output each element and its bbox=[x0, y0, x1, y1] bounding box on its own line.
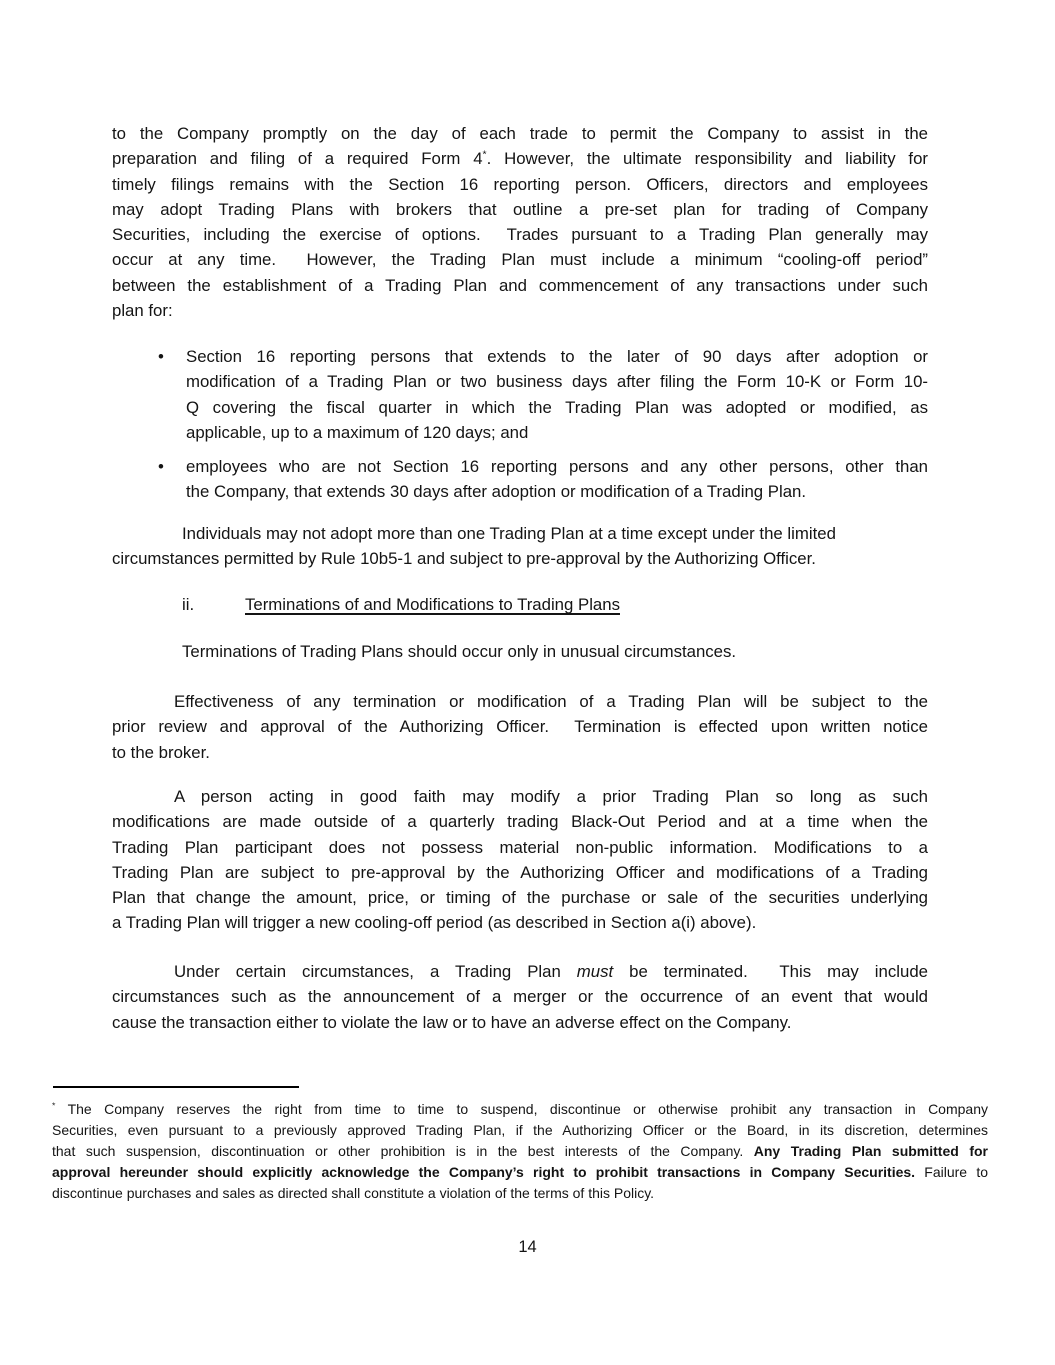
bullet-item bbox=[112, 454, 928, 505]
text-line bbox=[112, 172, 928, 197]
text-segment: The Company reserves the right from time to time to suspend, discontinue or otherwise prohibit any transaction in Company bbox=[55, 1101, 988, 1117]
text-segment: circumstances permitted by Rule 10b5-1 and subject to pre-approval by the Authorizing Officer. bbox=[112, 549, 816, 569]
text-segment: to the broker. bbox=[112, 742, 210, 762]
section-heading bbox=[112, 592, 928, 617]
text-segment: cause the transaction either to violate the law or to have an adverse effect on the Company. bbox=[112, 1012, 792, 1032]
bullet-item bbox=[112, 344, 928, 445]
text-segment: plan for: bbox=[112, 301, 173, 321]
bullet-icon: • bbox=[158, 457, 164, 476]
text-line bbox=[112, 740, 928, 765]
text-segment: Section 16 reporting persons that extends to the later of 90 days after adoption or bbox=[186, 347, 928, 366]
text-segment: that such suspension, discontinuation or other prohibition is in the best interests of the Company. bbox=[52, 1143, 754, 1159]
text-line bbox=[112, 546, 928, 571]
paragraph bbox=[112, 521, 928, 572]
text-line bbox=[186, 420, 928, 445]
text-line bbox=[112, 714, 928, 739]
text-segment: Plan that change the amount, price, or timing of the purchase or sale of the securities underlying bbox=[112, 888, 928, 908]
text-segment: Q covering the fiscal quarter in which the Trading Plan was adopted or modified, as bbox=[186, 397, 928, 417]
text-line bbox=[112, 959, 928, 984]
text-line bbox=[52, 1183, 988, 1204]
text-segment: A person acting in good faith may modify a prior Trading Plan so long as such bbox=[174, 787, 928, 806]
text-segment: a Trading Plan will trigger a new cooling-off period (as described in Section a(i) above). bbox=[112, 913, 757, 933]
text-segment: Effectiveness of any termination or modification of a Trading Plan will be subject to the bbox=[174, 692, 928, 711]
superscript-asterisk: * bbox=[52, 1100, 56, 1111]
text-line bbox=[186, 395, 928, 420]
text-line bbox=[112, 984, 928, 1009]
text-segment: Securities, including the exercise of options. Trades pursuant to a Trading Plan generally may bbox=[112, 225, 928, 245]
text-line bbox=[112, 809, 928, 834]
text-line bbox=[52, 1162, 988, 1183]
text-segment: approval hereunder should explicitly acknowledge the Company’s right to prohibit transactions in Company Securities. bbox=[52, 1164, 916, 1180]
text-line bbox=[112, 860, 928, 885]
text-segment: modification of a Trading Plan or two business days after filing the Form 10-K or Form 10- bbox=[186, 372, 928, 392]
text-line bbox=[112, 885, 928, 910]
text-segment: circumstances such as the announcement of a merger or the occurrence of an event that would bbox=[112, 987, 928, 1007]
footnote-separator bbox=[53, 1086, 299, 1088]
text-segment: Terminations of Trading Plans should occur only in unusual circumstances. bbox=[182, 642, 737, 661]
text-segment: Trading Plan are subject to pre-approval by the Authorizing Officer and modifications of a Trading bbox=[112, 862, 928, 882]
text-segment: Under certain circumstances, a Trading Plan bbox=[174, 962, 577, 981]
text-line bbox=[186, 369, 928, 394]
text-line bbox=[112, 784, 928, 809]
text-segment: . However, the ultimate responsibility and liability for bbox=[486, 149, 928, 169]
text-segment: discontinue purchases and sales as directed shall constitute a violation of the terms of this Policy. bbox=[52, 1185, 655, 1201]
superscript-asterisk: * bbox=[482, 149, 487, 161]
text-segment: modifications are made outside of a quarterly trading Black-Out Period and at a time when the bbox=[112, 812, 928, 832]
text-segment: preparation and filing of a required Form 4 bbox=[112, 149, 483, 169]
page-number: 14 bbox=[518, 1238, 537, 1256]
heading-number: ii. bbox=[182, 595, 195, 614]
text-line bbox=[52, 1099, 988, 1120]
text-line bbox=[112, 273, 928, 298]
text-segment: be terminated. This may include bbox=[613, 962, 928, 981]
heading-title: Terminations of and Modifications to Trading Plans bbox=[245, 595, 620, 614]
text-line bbox=[112, 689, 928, 714]
text-line bbox=[112, 222, 928, 247]
text-segment: employees who are not Section 16 reporting persons and any other persons, other than bbox=[186, 457, 928, 476]
text-line bbox=[112, 298, 928, 323]
text-line bbox=[112, 247, 928, 272]
text-segment: applicable, up to a maximum of 120 days; and bbox=[186, 422, 529, 442]
text-line bbox=[112, 910, 928, 935]
text-segment: to the Company promptly on the day of each trade to permit the Company to assist in the bbox=[112, 124, 928, 143]
paragraph bbox=[112, 689, 928, 765]
paragraph bbox=[112, 784, 928, 936]
text-line bbox=[112, 121, 928, 146]
text-line bbox=[52, 1120, 988, 1141]
text-line bbox=[186, 454, 928, 479]
text-segment: Trading Plan participant does not possess material non-public information. Modifications to a bbox=[112, 837, 928, 857]
text-segment: Any Trading Plan submitted for bbox=[753, 1143, 989, 1159]
text-segment: timely filings remains with the Section 16 reporting person. Officers, directors and employees bbox=[112, 174, 928, 194]
text-segment: Individuals may not adopt more than one Trading Plan at a time except under the limited bbox=[182, 524, 836, 543]
text-segment: must bbox=[576, 962, 614, 981]
text-line bbox=[112, 639, 928, 664]
text-line bbox=[186, 479, 928, 504]
text-line bbox=[112, 1010, 928, 1035]
text-line bbox=[186, 344, 928, 369]
text-line bbox=[112, 197, 928, 222]
text-line bbox=[112, 146, 928, 171]
footnote bbox=[52, 1099, 988, 1204]
text-line bbox=[52, 1141, 988, 1162]
text-segment: the Company, that extends 30 days after adoption or modification of a Trading Plan. bbox=[186, 482, 807, 502]
text-line bbox=[112, 521, 928, 546]
text-line bbox=[112, 835, 928, 860]
text-segment: between the establishment of a Trading Plan and commencement of any transactions under such bbox=[112, 275, 928, 295]
text-segment: occur at any time. However, the Trading Plan must include a minimum “cooling-off period” bbox=[112, 250, 928, 270]
paragraph bbox=[112, 639, 928, 664]
text-segment: Failure to bbox=[915, 1164, 988, 1180]
bullet-icon: • bbox=[158, 347, 164, 366]
text-segment: Securities, even pursuant to a previously approved Trading Plan, if the Authorizing Officer or the Board, in its discretion, determines bbox=[52, 1122, 988, 1138]
text-segment: may adopt Trading Plans with brokers that outline a pre-set plan for trading of Company bbox=[112, 199, 928, 219]
paragraph bbox=[112, 959, 928, 1035]
paragraph bbox=[112, 121, 928, 323]
text-segment: prior review and approval of the Authorizing Officer. Termination is effected upon written notice bbox=[112, 717, 928, 737]
